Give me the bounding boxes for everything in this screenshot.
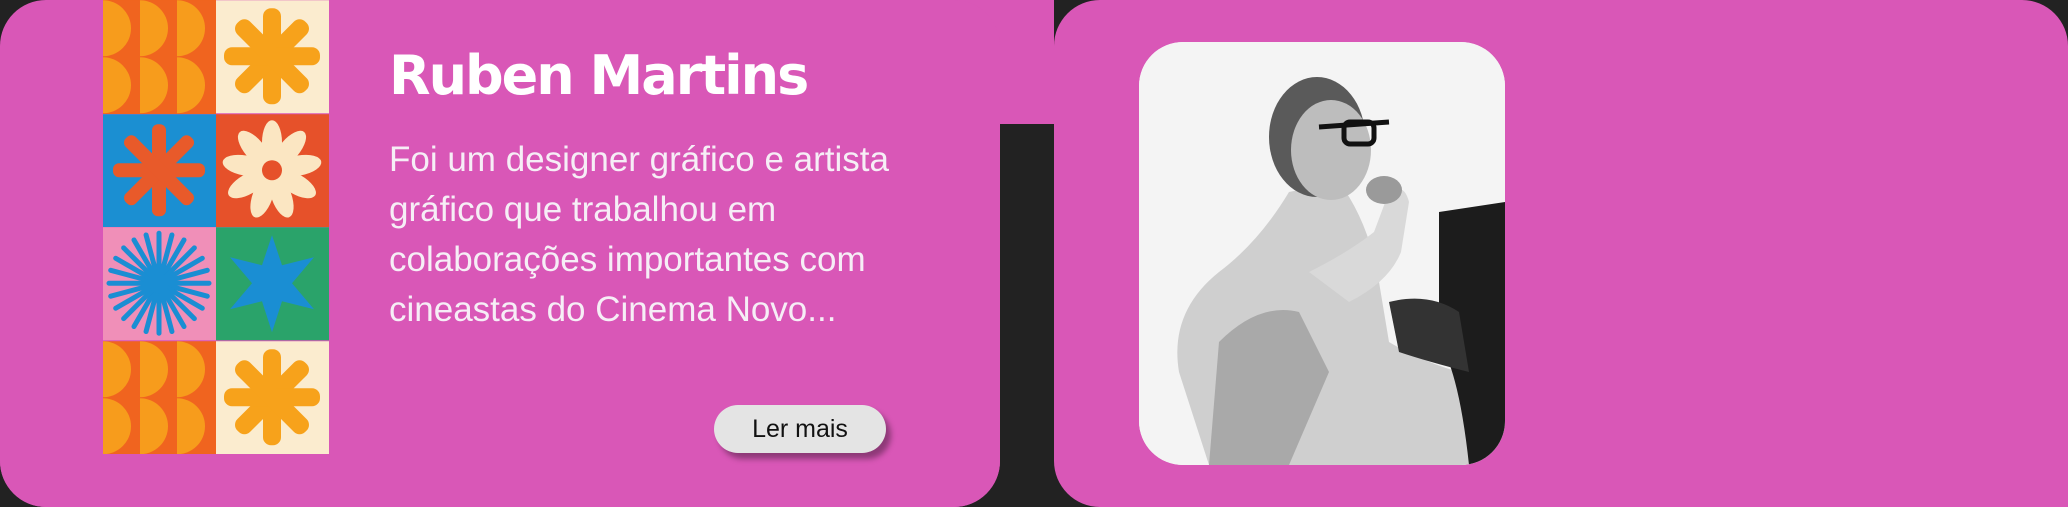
starburst-tile (103, 227, 216, 341)
asterisk-tile (216, 0, 329, 114)
asterisk-tile (103, 114, 216, 228)
flower-tile (216, 114, 329, 228)
read-more-button[interactable]: Ler mais (714, 405, 886, 453)
half-circles-tile (103, 0, 216, 114)
pattern-strip (103, 0, 329, 454)
artist-bio: Foi um designer gráfico e artista gráfico que trabalhou em colaborações importantes com cineastas do Cinema Novo... (389, 140, 889, 329)
star-tile (216, 227, 329, 341)
artist-name: Ruben Martins (389, 44, 808, 107)
half-circles-tile (103, 341, 216, 455)
asterisk-tile (216, 341, 329, 455)
card-connector (1000, 0, 1054, 124)
artist-photo (1139, 42, 1505, 465)
